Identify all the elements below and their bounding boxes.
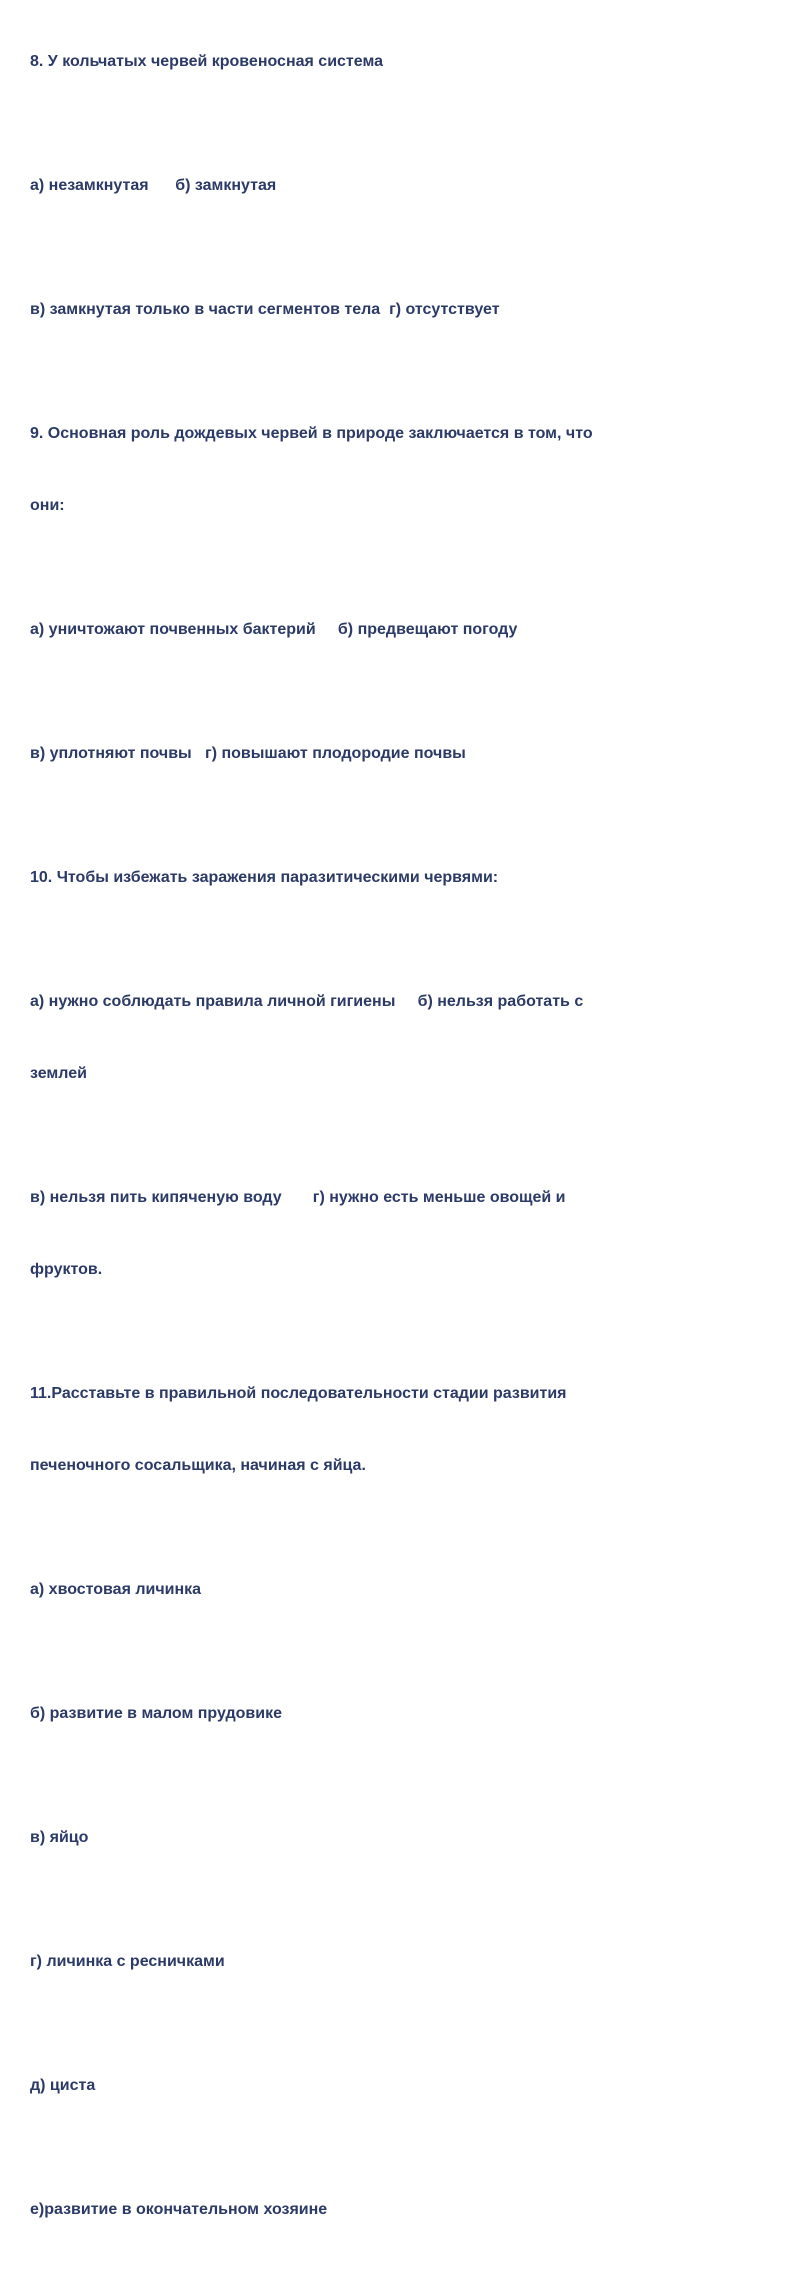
stage-option-e: е)развитие в окончательном хозяине — [30, 2201, 328, 2218]
answer-option-line: в) замкнутая только в части сегментов тела г) отсутствует — [30, 301, 500, 318]
question-11 — [30, 1334, 750, 1526]
answer-option-line: в) нельзя пить кипяченую воду г) нужно есть меньше овощей и — [30, 1189, 566, 1206]
stage-option — [30, 1654, 750, 1774]
question-9-text-line-2: они: — [30, 497, 65, 514]
answer-options — [30, 250, 750, 370]
stage-option-a: а) хвостовая личинка — [30, 1581, 202, 1598]
stage-option-d: д) циста — [30, 2077, 96, 2094]
answer-option-line: а) незамкнутая б) замкнутая — [30, 177, 277, 194]
question-8 — [30, 2, 750, 122]
question-8-text: 8. У кольчатых червей кровеносная система — [30, 53, 383, 70]
stage-option — [30, 1530, 750, 1650]
answer-options — [30, 126, 750, 246]
answer-option-line-wrap: землей — [30, 1065, 87, 1082]
question-11-text-line-2: печеночного сосальщика, начиная с яйца. — [30, 1457, 366, 1474]
question-11-text-line-1: 11.Расставьте в правильной последовательности стадии развития — [30, 1385, 567, 1402]
answer-option-line: а) уничтожают почвенных бактерий б) предвещают погоду — [30, 621, 518, 638]
question-9 — [30, 374, 750, 566]
quiz-text-block — [30, 2, 750, 2274]
stage-option — [30, 2026, 750, 2146]
stage-option — [30, 2150, 750, 2270]
answer-options — [30, 694, 750, 814]
stage-option — [30, 1902, 750, 2022]
question-10-text: 10. Чтобы избежать заражения паразитическими червями: — [30, 869, 499, 886]
stage-option — [30, 1778, 750, 1898]
answer-option-line-wrap: фруктов. — [30, 1261, 103, 1278]
answer-options — [30, 570, 750, 690]
answer-options — [30, 1138, 750, 1330]
answer-options — [30, 942, 750, 1134]
answer-option-line: в) уплотняют почвы г) повышают плодородие почвы — [30, 745, 466, 762]
question-10 — [30, 818, 750, 938]
stage-option-b: б) развитие в малом прудовике — [30, 1705, 282, 1722]
stage-option-v: в) яйцо — [30, 1829, 89, 1846]
question-9-text-line-1: 9. Основная роль дождевых червей в природе заключается в том, что — [30, 425, 593, 442]
answer-option-line: а) нужно соблюдать правила личной гигиены б) нельзя работать с — [30, 993, 584, 1010]
stage-option-g: г) личинка с ресничками — [30, 1953, 225, 1970]
